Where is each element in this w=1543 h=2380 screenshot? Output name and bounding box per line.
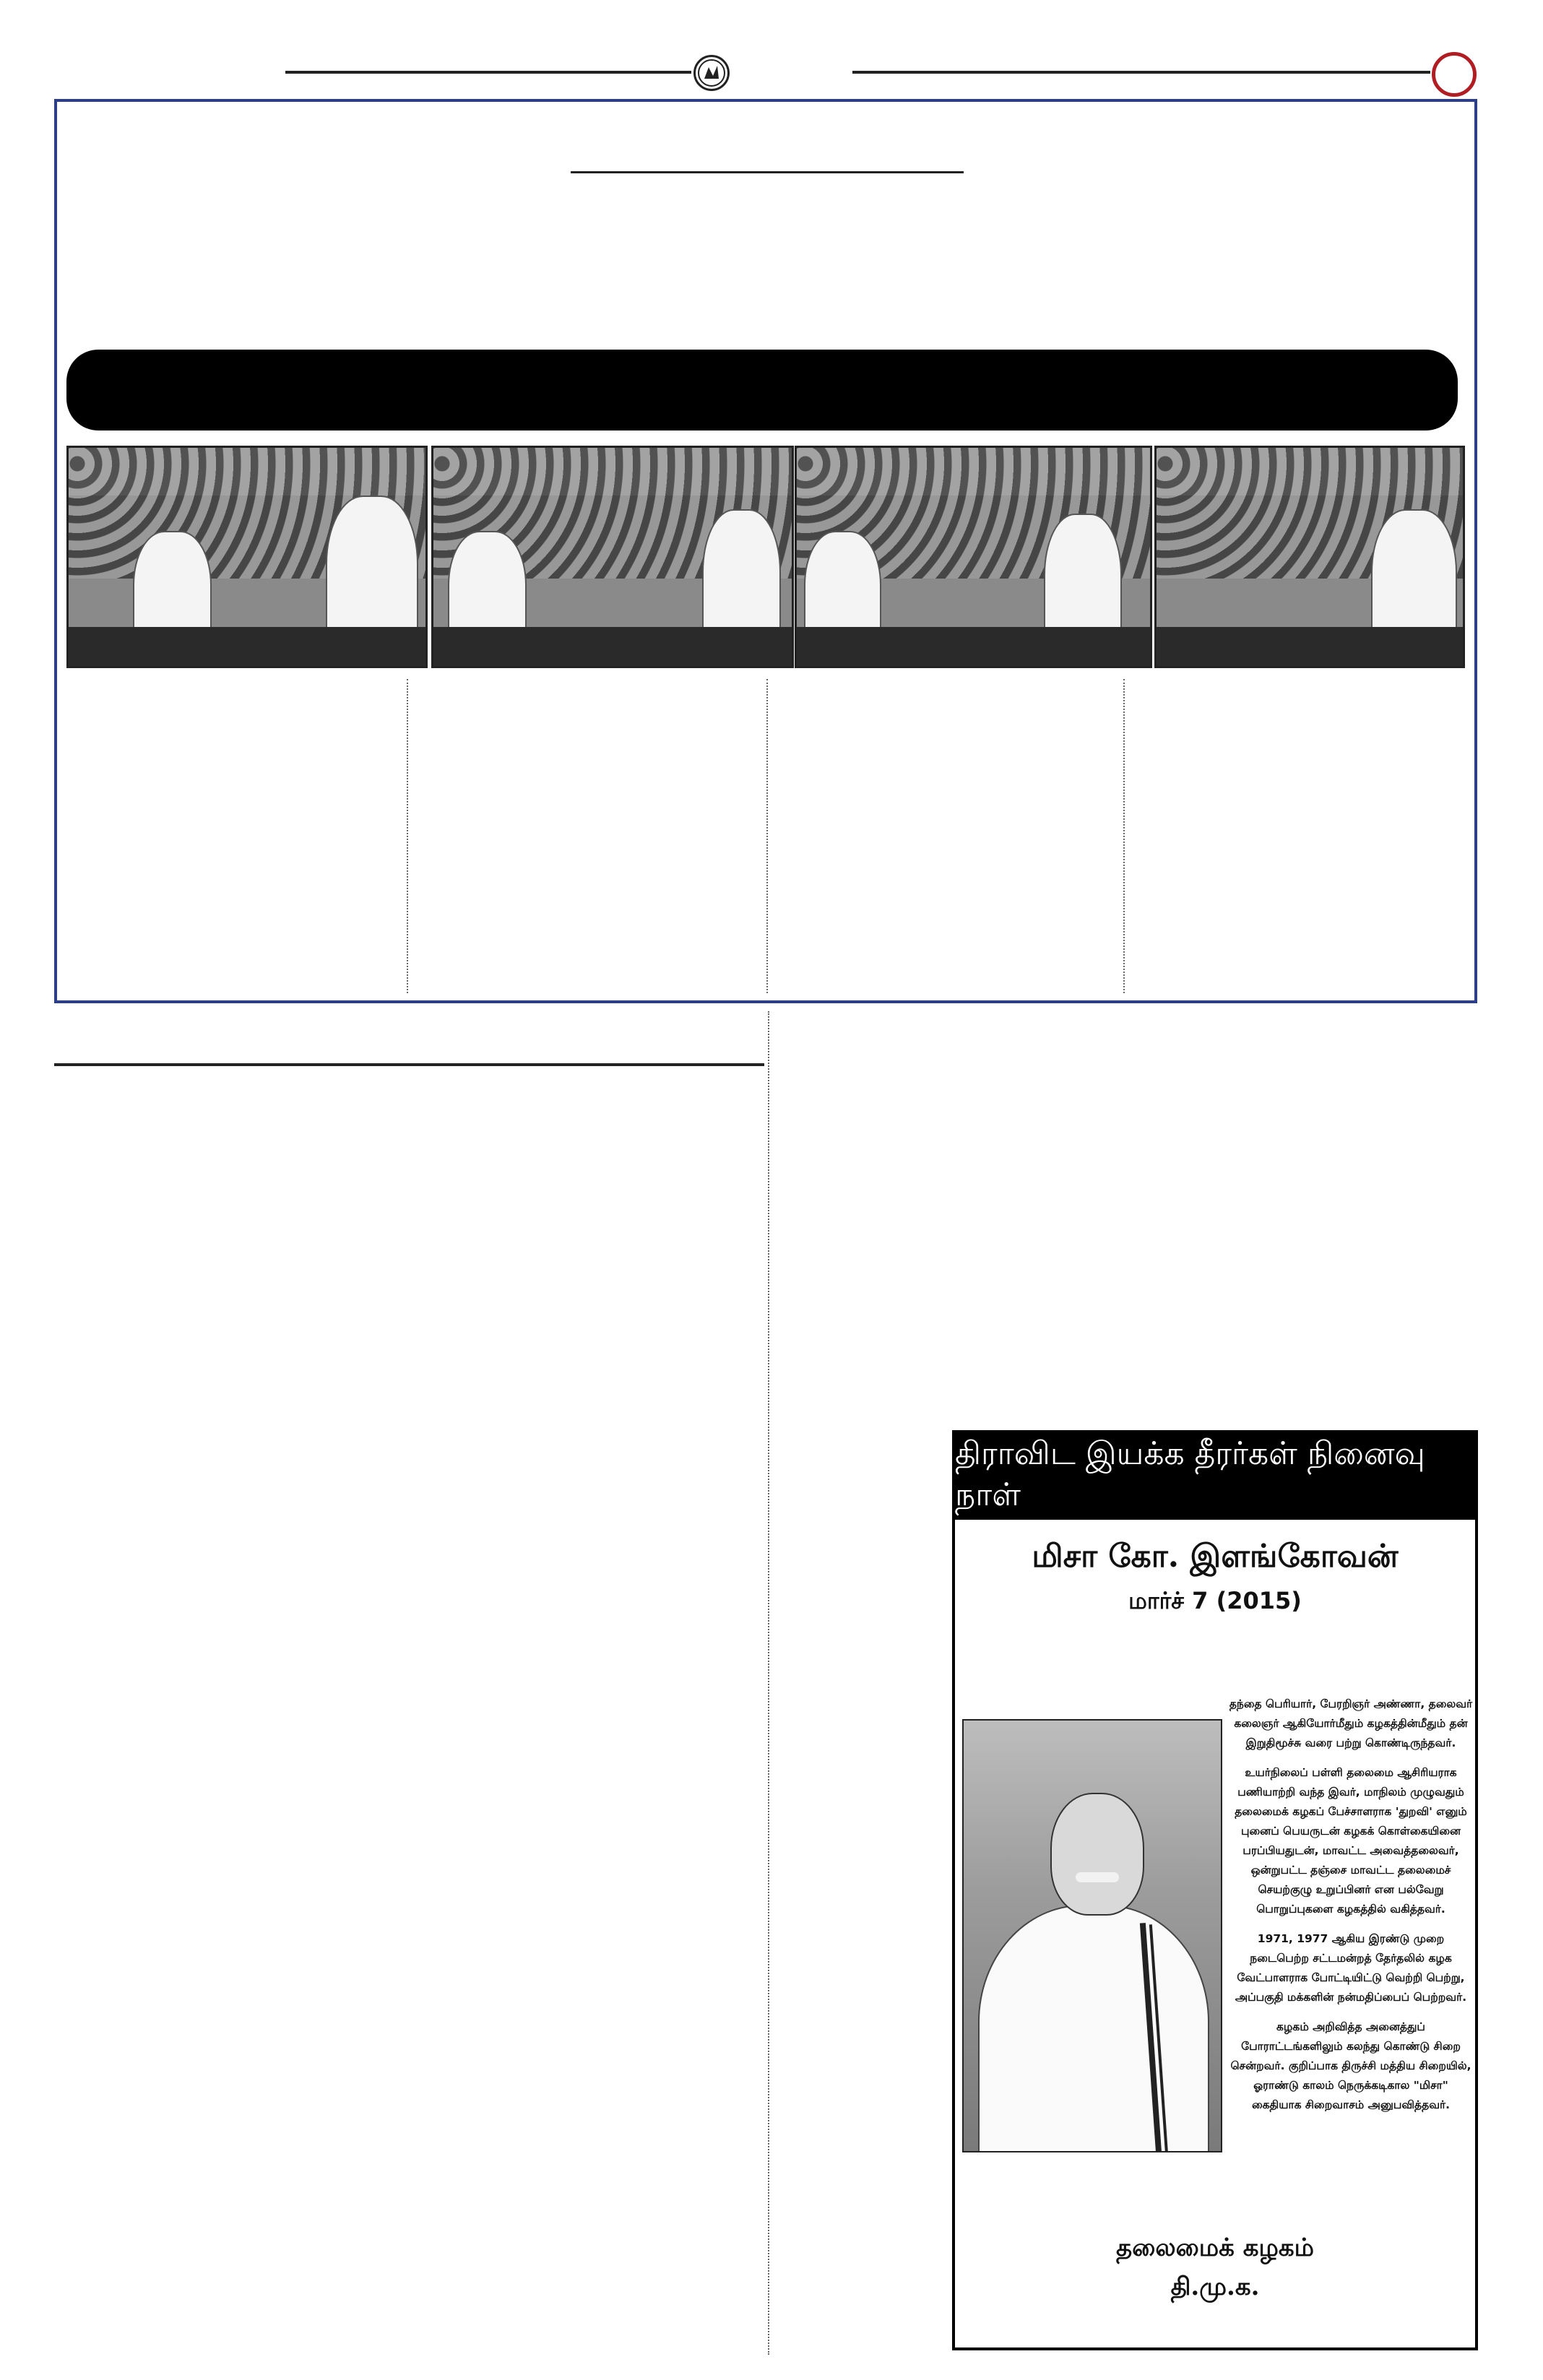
column-divider-1: [407, 679, 408, 993]
news-photo-4: [1154, 446, 1465, 668]
column-divider-2: [766, 679, 768, 993]
news-photo-1: [66, 446, 428, 668]
memorial-paragraph: 1971, 1977 ஆகிய இரண்டு முறை நடைபெற்ற சட்டமன்றத் தேர்தலில் கழக வேட்பாளராக போட்டியிட்டு வெற்றி பெற்று, அப்பகுதி மக்களின் நன்மதிப்பைப் பெற்றவர்.: [1235, 1932, 1467, 2004]
memorial-name: மிசா கோ. இளங்கோவன்: [1032, 1538, 1399, 1575]
header-rule-right: [852, 71, 1430, 74]
memorial-biography: [1228, 1695, 1474, 2125]
lower-column-divider: [768, 1011, 769, 2355]
memorial-date: மார்ச் 7 (2015): [1128, 1587, 1302, 1614]
memorial-notice: [952, 1430, 1478, 2350]
lower-article-rule: [54, 1063, 764, 1066]
black-banner: [66, 350, 1458, 430]
news-photo-3: [795, 446, 1152, 668]
memorial-footer-org: தலைமைக் கழகம்: [1116, 2233, 1314, 2262]
emblem-glyph-icon: [696, 57, 727, 89]
header-rule-left: [285, 71, 691, 74]
memorial-paragraph: தந்தை பெரியார், பேரறிஞர் அண்ணா, தலைவர் கலைஞர் ஆகியோர்மீதும் கழகத்தின்மீதும் தன் இறுதிமூச்சு வரை பற்று கொண்டிருந்தவர்.: [1229, 1697, 1473, 1749]
memorial-portrait: [962, 1719, 1222, 2152]
column-divider-3: [1123, 679, 1125, 993]
news-photo-2: [431, 446, 794, 668]
memorial-paragraph: கழகம் அறிவித்த அனைத்துப் போராட்டங்களிலும் கலந்து கொண்டு சிறை சென்றவர். குறிப்பாக திருச்சி மத்திய சிறையில், ஓராண்டு காலம் நெருக்கடிகால "மிசா" கைதியாக சிறைவாசம் அனுபவித்தவர்.: [1230, 2020, 1471, 2111]
party-emblem-icon: [693, 55, 730, 91]
memorial-heading: திராவிட இயக்க தீரர்கள் நினைவு நாள்: [955, 1433, 1475, 1520]
memorial-paragraph: உயர்நிலைப் பள்ளி தலைமை ஆசிரியராக பணியாற்றி வந்த இவர், மாநிலம் முழுவதும் தலைமைக் கழகப் பேச்சாளராக 'துறவி' எனும் புனைப் பெயருடன் கழகக் கொள்கையினை பரப்பியதுடன், மாவட்ட அவைத்தலைவர், ஒன்றுபட்ட தஞ்சை மாவட்ட தலைமைச் செயற்குழு உறுப்பினர் என பல்வேறு பொறுப்புகளை கழகத்தில் வகித்தவர்.: [1235, 1766, 1467, 1916]
memorial-footer-party: தி.மு.க.: [1170, 2272, 1260, 2301]
page-number-circle: [1432, 52, 1477, 97]
headline-underline: [571, 171, 964, 173]
